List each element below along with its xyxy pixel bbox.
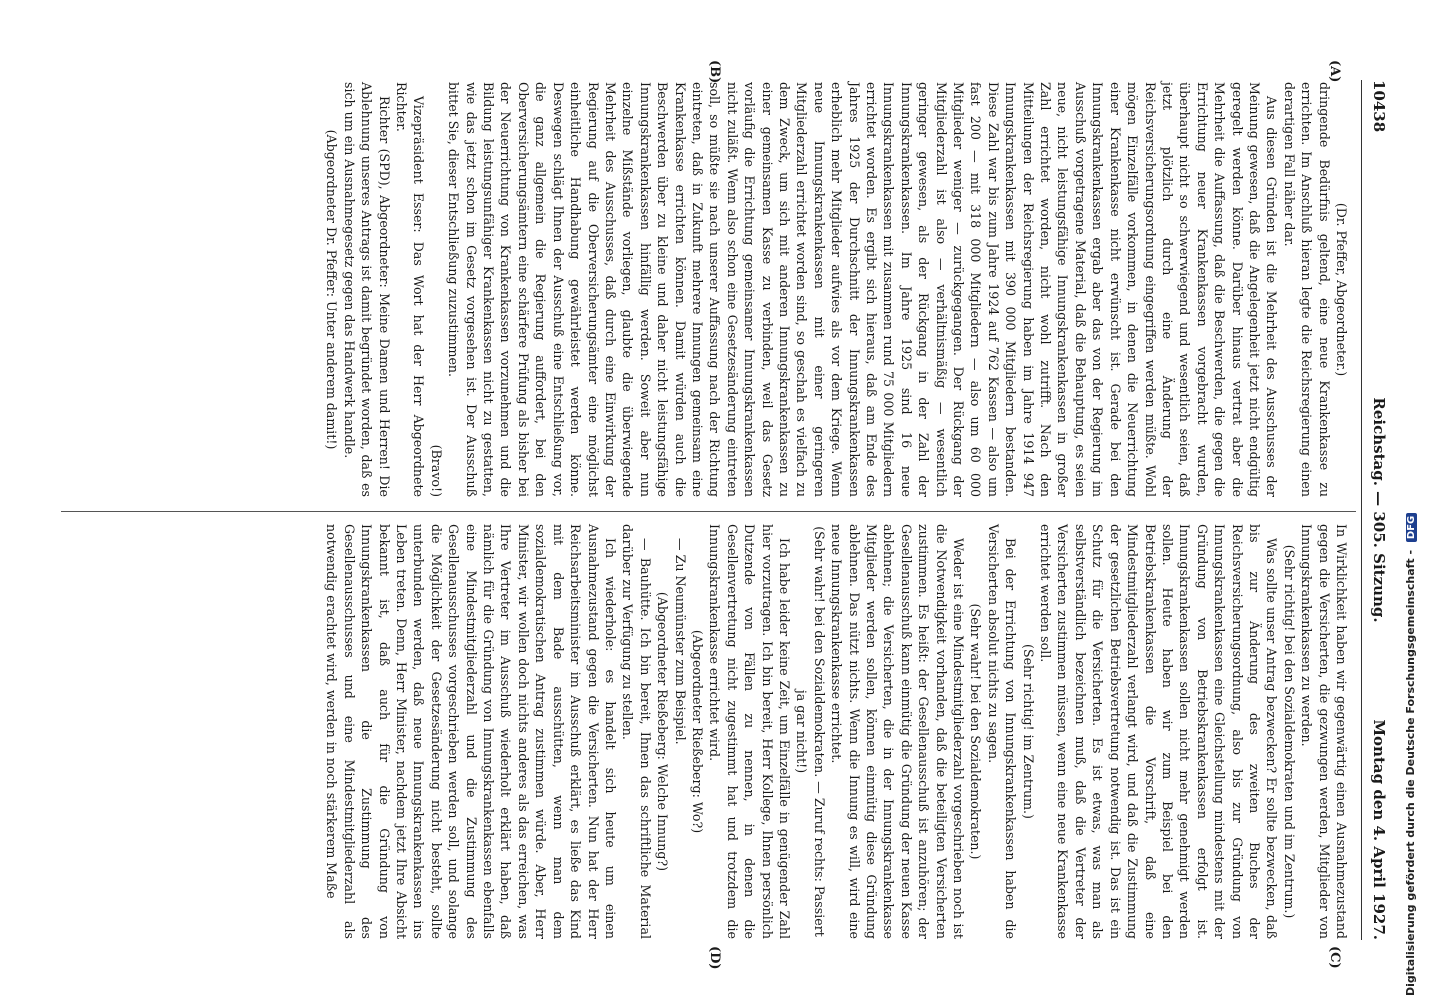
paragraph: Was sollte unser Antrag bezwecken? Er sollte bezwecken, daß bis zur Änderung des zweiten Buches der Reichsversicherungsordnung, also bis zur Gründung von Innungskrankenkassen eine Gleichstellung mindestens mit der Gründung von Betriebskrankenkassen erfolgt ist. Innungskrankenkassen sollen nicht mehr genehmigt werden sollen. Heute haben wir zum Beispiel bei den Betriebskrankenkassen die Vorschrift, daß eine Mindestmitgliederzahl verlangt wird, und daß die Zustimmung der gesetzlichen Betriebsvertretung notwendig ist. Das ist ein Schutz für die Versicherten. Es ist etwas, was man als selbstverständlich bezeichnen muß, daß die Vertreter der Versicherten zustimmen müssen, wenn eine neue Krankenkasse errichtet werden soll. [1038, 524, 1280, 939]
interjection: (Bravo!) [428, 444, 444, 497]
right-column [323, 524, 1350, 939]
paragraph: Ich habe leider keine Zeit, um Einzelfälle in genügender Zahl hier vorzutragen. Ich bin bereit, Herr Kollege, Ihnen persönlich Dutzende von Fällen zu nennen, in denen die Gesellenvertretung nicht zugestimmt hat und trotzdem die Innungskrankenkasse errichtet wird. [707, 524, 792, 939]
speaker-continuation: (Dr. Pfeffer, Abgeordneter.) [1334, 202, 1349, 377]
header-rule [1361, 80, 1362, 940]
interjection: (Sehr wahr! bei den Sozialdemokraten. — Zuruf rechts: Passiert ja gar nicht!) [794, 526, 827, 937]
paragraph: — Zu Neumünster zum Beispiel. [672, 538, 688, 745]
interjection: (Abgeordneter Dr. Pfeffer: Unter anderem damit!) [324, 129, 340, 450]
margin-marker-d: (D) [707, 946, 722, 970]
paragraph: Bei der Errichtung von Innungskrankenkassen haben die Versicherten absolut nichts zu sagen. [985, 524, 1019, 939]
paragraph: Vizepräsident Esser: Das Wort hat der Herr Abgeordnete Richter. [394, 82, 427, 497]
digitization-credit [1404, 0, 1428, 996]
column-divider [61, 511, 1356, 512]
dfg-logo: DFG [1406, 513, 1417, 542]
paragraph: Richter (SPD), Abgeordneter: Meine Damen und Herren! Die Ablehnung unseres Antrags ist damit begründet worden, daß es sich um ein Ausnahmegesetz gegen das Handwerk handle. [341, 82, 392, 497]
interjection: (Sehr richtig! im Zentrum.) [1020, 644, 1036, 819]
interjection: (Sehr wahr! bei den Sozialdemokraten.) [968, 603, 984, 860]
paragraph: Weder ist eine Mindestmitgliederzahl vorgeschrieben noch ist die Notwendigkeit vorhanden, daß die beteiligten Versicherten zustimmen. Es heißt: der Gesellenausschuß ist anzuhören; der Gesellenausschuß kann einmütig die Gründung der neuen Kasse ablehnen; die Versicherten, die in der Innungskrankenkasse Mitglieder werden sollen, können einmütig diese Gründung ablehnen. Das nützt nichts. Wenn die Innung es will, wird eine neue Innungskrankenkasse errichtet. [829, 524, 967, 939]
header-title: Reichstag. — 305. Sitzung. [1370, 397, 1388, 623]
paragraph: Aus diesen Gründen ist die Mehrheit des Ausschusses der Meinung gewesen, daß die Angelegenheit jetzt nicht endgültig geregelt werden könne. Darüber hinaus vertrat aber die Mehrheit die Auffassung, daß die Beschwerden, die gegen die Errichtung neuer Krankenkassen vorgebracht wurden, überhaupt nicht so schwerwiegend und wesentlich seien, daß jetzt plötzlich durch eine Änderung der Reichsversicherungsordnung eingegriffen werden müßte. Wohl mögen Einzelfälle vorkommen, in denen die Neuerrichtung einer Krankenkasse nicht erwünscht ist. Gerade bei den Innungskrankenkassen ergab aber das von der Regierung im Ausschuß vorgetragene Material, daß die Behauptung, es seien neue, nicht leistungsfähige Innungskrankenkassen in großer Zahl errichtet worden, nicht wohl zutrifft. Nach den Mitteilungen der Reichsregierung haben im Jahre 1914 947 Innungskrankenkassen mit 390 000 Mitgliedern bestanden. Diese Zahl war bis zum Jahre 1924 auf 762 Kassen — also um fast 200 — mit 318 000 Mitgliedern — also um 60 000 Mitglieder weniger — zurückgegangen. Der Rückgang der Mitgliederzahl ist also — verhältnismäßig — wesentlich geringer gewesen, als der Rückgang in der Zahl der Innungskrankenkassen. Im Jahre 1925 sind 16 neue Innungskrankenkassen mit zusammen rund 75 000 Mitgliedern errichtet worden. Es ergibt sich hieraus, daß am Ende des Jahres 1925 der Durchschnitt der Innungskrankenkassen erheblich mehr Mitglieder aufwies als vor dem Kriege. Wenn neue Innungskrankenkassen mit einer geringeren Mitgliederzahl errichtet worden sind, so geschah es vielfach zu dem Zweck, um sich mit anderen Innungskrankenkassen zu einer gemeinsamen Kasse zu verbinden, weil das Gesetz vorläufig die Errichtung gemeinsamer Innungskrankenkassen nicht zuläßt. Wenn also schon eine Gesetzesänderung eintreten soll, so müßte sie nach unserer Auffassung nach der Richtung eintreten, daß in Zukunft mehrere Innungen gemeinsam eine Krankenkasse errichten können. Damit würden auch die Beschwerden über zu kleine und daher nicht leistungsfähige Innungskrankenkassen hinfällig werden. Soweit aber nun einzelne Mißstände vorliegen, glaubte die überwiegende Mehrheit des Ausschusses, daß durch eine Einwirkung der Regierung auf die Oberversicherungsämter eine möglichst einheitliche Handhabung gewährleistet werden könne. Deswegen schlägt Ihnen der Ausschuß eine Entschließung vor, die ganz allgemein die Regierung auffordert, bei den Oberversicherungsämtern eine schärfere Prüfung als bisher bei der Neuerrichtung von Krankenkassen vorzunehmen und die Bildung leistungsunfähiger Krankenkassen nicht zu gestatten, wie das jetzt schon im Gesetz vorgesehen ist. Der Ausschuß bittet Sie, dieser Entschließung zuzustimmen. [446, 82, 1280, 497]
margin-marker-c: (C) [1327, 946, 1342, 969]
margin-marker-b: (B) [707, 60, 722, 84]
paragraph: Ich wiederhole: es handelt sich heute um einen Ausnahmezustand gegen die Versicherten. Nun hat der Herr Reichsarbeitsminister im Ausschuß erklärt, es ließe das Kind mit dem Bade ausschütten, wenn man dem sozialdemokratischen Antrag zustimmen würde. Aber, Herr Minister, wir wollen doch nichts anderes als das erreichen, was Ihre Vertreter im Ausschuß wiederholt erklärt haben, daß nämlich für die Gründung von Innungskrankenkassen ebenfalls eine Mindestmitgliederzahl und die Zustimmung des Gesellenausschusses vorgeschrieben werden soll, und solange die Möglichkeit der Gesetzesänderung nicht besteht, sollte unterbunden werden, daß neue Innungskrankenkassen ins Leben treten. Denn, Herr Minister, nachdem jetzt Ihre Absicht bekannt ist, daß auch für die Gründung von Innungskrankenkassen die Zustimmung des Gesellenausschusses und eine Mindestmitgliederzahl als notwendig erachtet wird, werden in noch stärkerem Maße [324, 524, 618, 939]
paragraph: dringende Bedürfnis geltend, eine neue Krankenkasse zu errichten. Im Anschluß hieran legte die Reichsregierung einen derartigen Fall näher dar. [1281, 82, 1332, 497]
credit-text: Digitalisierung gefördert durch die Deutsche Forschungsgemeinschaft - [1404, 549, 1417, 996]
header-date: Montag den 4. April 1927. [1370, 719, 1388, 940]
page-number: 10438 [1370, 80, 1388, 133]
page-header [1362, 80, 1388, 940]
interjection: (Sehr richtig! bei den Sozialdemokraten und im Zentrum.) [1281, 544, 1297, 919]
paragraph: — Bauhütte. Ich bin bereit, Ihnen das schriftliche Material darüber zur Verfügung zu stellen. [620, 524, 653, 939]
left-column [323, 82, 1350, 497]
paragraph: In Wirklichkeit haben wir gegenwärtig einen Ausnahmezustand gegen die Versicherten, die gezwungen werden, Mitglieder von Innungskrankenkassen zu werden. [1299, 524, 1349, 939]
interjection: (Abgeordneter Rießeberg: Welche Innung?) [655, 591, 671, 872]
interjection: (Abgeordneter Rießeberg: Wo?) [689, 629, 705, 834]
margin-marker-a: (A) [1327, 60, 1342, 83]
